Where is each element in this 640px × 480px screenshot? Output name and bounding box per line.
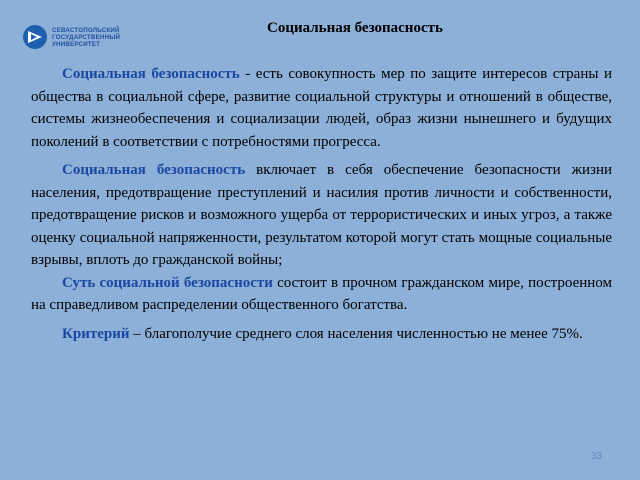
paragraph-text: включает в себя обеспечение безопасности жизни населения, предотвращение преступлений и насилия против личности и собственности, предотвращение рисков и возможного ущерба от террористических и иных угроз, а также оценку социальной напряженности, результатом которой могут стать мощные социальные взрывы, вплоть до гражданской войны; [31, 162, 612, 268]
term-highlight: Критерий [62, 325, 130, 342]
logo-text [52, 27, 120, 48]
slide-title: Социальная безопасность [267, 20, 443, 36]
paragraph-text: – благополучие среднего слоя населения численностью не менее 75%. [129, 325, 583, 342]
paragraph-essence [31, 272, 612, 317]
paragraph-text: - есть совокупность мер по защите интересов страны и общества в социальной сфере, развитие социальной структуры и отношений в обществе, системы жизнеобеспечения и социализации людей, образ жизни нынешнего и будущих поколений в соответствии с потребностями прогресса. [31, 66, 612, 150]
term-highlight: Социальная безопасность [62, 162, 246, 178]
term-highlight: Социальная безопасность [62, 66, 240, 82]
university-logo [22, 22, 132, 52]
paragraph-criterion [31, 323, 612, 346]
paragraph-includes [31, 159, 612, 272]
term-highlight: Суть социальной безопасности [62, 274, 273, 291]
slide-body [31, 63, 612, 345]
logo-line-3: УНИВЕРСИТЕТ [52, 40, 101, 48]
logo-line-2: ГОСУДАРСТВЕННЫЙ [52, 33, 121, 41]
page-number: 33 [590, 451, 602, 462]
paragraph-text: состоит в прочном гражданском мире, построенном на справедливом распределении общественного богатства. [31, 274, 612, 313]
paragraph-definition [31, 63, 612, 153]
logo-emblem-icon [22, 24, 48, 50]
logo-line-1: СЕВАСТОПОЛЬСКИЙ [52, 26, 120, 34]
